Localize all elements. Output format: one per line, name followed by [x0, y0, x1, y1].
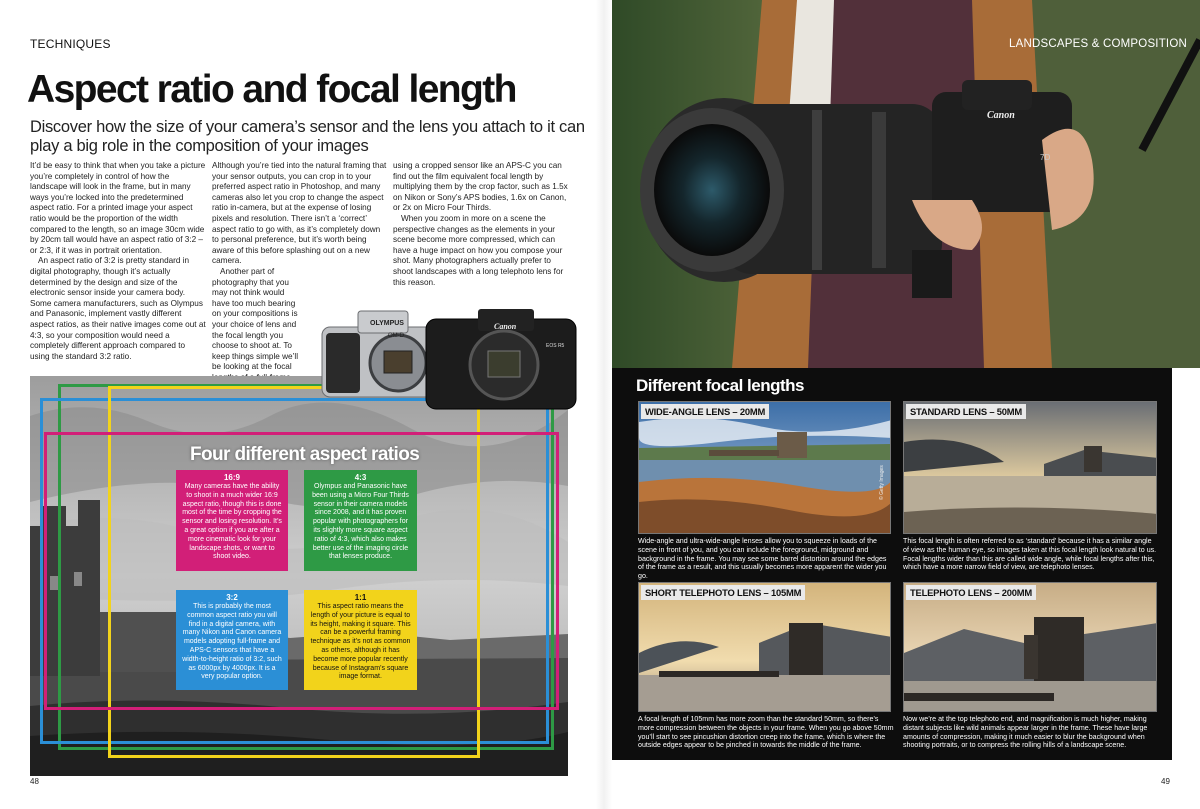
shot-short-telephoto: [638, 582, 891, 712]
page-number-right: 49: [1161, 777, 1170, 786]
page-number-left: 48: [30, 777, 39, 786]
hero-model-badge: 7D: [1040, 153, 1051, 162]
ratio-box-1-1: [304, 590, 417, 690]
shot-label: STANDARD LENS – 50MM: [906, 404, 1026, 419]
paragraph: An aspect ratio of 3:2 is pretty standard in digital photography, though it’s actually determined by the design and size of the electronic sensor inside your camera body. Some camera manufacturers, such as Olympus and Panasonic, implement vastly different aspect ratios, as their native images come out at 4:3, so your composition would need a completely different approach compared to using the standard 3:2 ratio.: [30, 256, 206, 361]
aspect-box-title: Four different aspect ratios: [190, 444, 420, 465]
ratio-heading: 4:3: [354, 473, 367, 482]
shot-wide-angle: [638, 401, 891, 534]
paragraph: Another part of photography that you may not think would have too much bearing on your compositions is your choice of lens and the focal length you choose to shoot at. To keep things simple we’ll be looking at the focal: [212, 266, 299, 372]
ratio-box-16-9: [176, 470, 288, 571]
lens-hero-illustration: [612, 0, 1200, 368]
ratio-heading: 3:2: [226, 593, 238, 602]
omd-badge: OM-D: [388, 333, 404, 339]
wide-angle-photo: [639, 402, 891, 534]
ratio-text: This is probably the most common aspect ratio you will find in a digital camera, with many Nikon and Canon camera models adopting full-frame and APS-C sensors that have a width-to-height ratio of 3:2, such as 6000px by 4000px. It is a very popular option.: [182, 603, 282, 681]
eos-badge: EOS R5: [546, 343, 565, 349]
paragraph: Although you’re tied into the natural framing that your sensor outputs, you can crop in to your preferred aspect ratio in Photoshop, and many cameras also let you crop to change the aspect ratio in-camera, but at the expense of losing pixels and resolution. There isn’t a ‘correct’ aspect ratio to go with, as it’s completely down to personal preference, but it’s worth being aware of this before splashing out on a new camera.: [212, 161, 387, 266]
short-telephoto-photo: [639, 583, 891, 712]
ratio-box-3-2: [176, 590, 288, 690]
shot-caption: This focal length is often referred to as ‘standard’ because it has a similar angle of view as the human eye, so images taken at this focal length look natural to us. Focal lengths wider than this are called wide angle, while focal lengths after this, which have a more narrow field of view, are telephoto lenses.: [903, 537, 1157, 572]
photo-credit: © Getty Images: [879, 465, 885, 500]
hero-photo: [612, 0, 1200, 368]
shot-telephoto: [903, 582, 1157, 712]
shot-label: WIDE-ANGLE LENS – 20MM: [641, 404, 769, 419]
castle-bw-illustration: [30, 376, 568, 776]
ratio-heading: 16:9: [223, 473, 240, 482]
standfirst: Discover how the size of your camera’s sensor and the lens you attach to it can play a big role in the composition of your images: [30, 118, 585, 155]
paragraph: It’d be easy to think that when you take a picture you’re completely in control of how the landscape will look in the frame, but in many ways you’re locked into the predetermined aspect ratio. For a printed image your aspect ratio would be the proportion of the width compared to the length, so an image 30cm wide by 20cm tall would have an aspect ratio of 3:2 – or 2:3, if it was in portrait orientation.: [30, 161, 206, 255]
page-gutter: [596, 0, 612, 809]
paragraph: When you zoom in more on a scene the perspective changes as the elements in your scene become more compressed, which can have a huge impact on how you compose your shot. Many photographers actually prefer to shoot landscapes with a long telephoto lens for this reason.: [393, 213, 564, 287]
article-title: Aspect ratio and focal length: [27, 68, 516, 111]
body-column-1: [30, 161, 206, 362]
shot-label: SHORT TELEPHOTO LENS – 105MM: [641, 585, 805, 600]
hero-canon-brand: Canon: [987, 110, 1015, 121]
canon-brand: Canon: [494, 322, 517, 331]
ratio-text: Olympus and Panasonic have been using a Micro Four Thirds sensor in their camera models since 2008, and it has proven popular with photographers for its slightly more square aspect ratio of 4:3, which also makes better use of the imaging circle that lenses produce.: [312, 483, 409, 561]
castle-bw-photo: [30, 376, 568, 776]
ratio-text: This aspect ratio means the length of your picture is equal to its height, making it square. This can be a powerful framing technique as it’s not as common as others, although it has become more popular recently because of Instagram’s square image format.: [310, 603, 411, 681]
ratio-box-4-3: [304, 470, 417, 571]
body-column-3: [393, 161, 569, 288]
section-label: TECHNIQUES: [30, 37, 111, 51]
shot-caption: Wide-angle and ultra-wide-angle lenses allow you to squeeze in loads of the scene in front of you, and you can include the foreground, midground and background in the frame. You may see some barrel distortion around the edges of the frame as a result, and this usually becomes more apparent the wider you go.: [638, 537, 887, 581]
ratio-text: Many cameras have the ability to shoot in a much wider 16:9 aspect ratio, though this is done most of the time by cropping the sensor and losing resolution. It’s a great option if you are after a more cinematic look for your landscape shots, or want to shoot video.: [182, 483, 282, 561]
focal-lengths-title: Different focal lengths: [636, 376, 804, 395]
standard-photo: [904, 402, 1157, 534]
shot-standard: [903, 401, 1157, 534]
telephoto-photo: [904, 583, 1157, 712]
ratio-heading: 1:1: [354, 593, 367, 602]
shot-caption: Now we’re at the top telephoto end, and magnification is much higher, making distant subjects like wild animals appear larger in the frame. These have large amounts of compression, making it much easier to blur the background when shooting portraits, or to compress the rolling hills of a landscape scene.: [903, 715, 1148, 750]
camera-bodies-illustration: [318, 305, 580, 413]
olympus-brand: OLYMPUS: [370, 320, 404, 327]
paragraph: using a cropped sensor like an APS-C you can find out the film equivalent focal length by multiplying them by the crop factor, such as 1.5x on Nikon or Sony’s APS bodies, 1.6x on Canon, or 2x on Micro Four Thirds.: [393, 161, 568, 213]
shot-label: TELEPHOTO LENS – 200MM: [906, 585, 1036, 600]
section-label-right: LANDSCAPES & COMPOSITION: [1009, 38, 1187, 50]
shot-caption: A focal length of 105mm has more zoom than the standard 50mm, so there’s more compression between the objects in your frame. When you go above 50mm you’ll start to see pincushion distortion creep into the frame, which is where the outside edges appear to be pinched in towards the middle of the frame.: [638, 715, 894, 750]
